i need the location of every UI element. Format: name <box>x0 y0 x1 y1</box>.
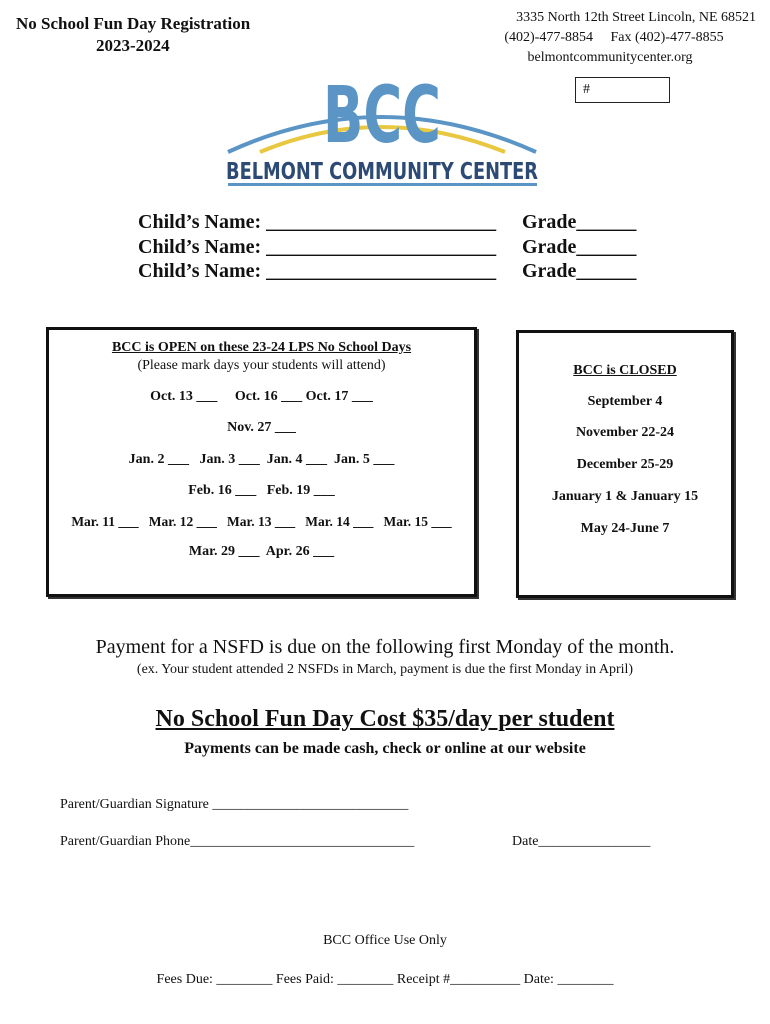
open-dates-row[interactable]: Feb. 16 ___ Feb. 19 ___ <box>188 483 335 498</box>
payment-due-text: Payment for a NSFD is due on the following first Monday of the month. <box>95 636 675 658</box>
closed-date: September 4 <box>587 394 663 409</box>
phone-field[interactable]: Parent/Guardian Phone________________________________ <box>60 834 415 849</box>
child-name-field[interactable]: Child’s Name: _______________________ <box>138 211 497 233</box>
date-field[interactable]: Date________________ <box>512 834 651 849</box>
closed-days-box <box>516 330 734 598</box>
cost-text: No School Fun Day Cost $35/day per student <box>155 706 615 732</box>
signature-field[interactable]: Parent/Guardian Signature ____________________________ <box>60 797 409 812</box>
closed-date: November 22-24 <box>575 425 675 440</box>
child-name-field[interactable]: Child’s Name: _______________________ <box>138 260 497 282</box>
payment-methods: Payments can be made cash, check or online at our website <box>184 740 586 757</box>
office-fees-line[interactable]: Fees Due: ________ Fees Paid: ________ Receipt #__________ Date: ________ <box>156 972 614 987</box>
bcc-logo <box>220 72 545 190</box>
logo-acronym: BCC <box>323 71 441 161</box>
logo-name: BELMONT COMMUNITY CENTER <box>226 159 539 185</box>
cost-heading <box>0 706 770 733</box>
address: 3335 North 12th Street Lincoln, NE 68521 <box>516 10 756 25</box>
payment-example-text: (ex. Your student attended 2 NSFDs in March, payment is due the first Monday in April) <box>136 662 634 677</box>
form-title: No School Fun Day Registration <box>16 14 251 33</box>
closed-date: May 24-June 7 <box>580 521 670 536</box>
number-label: # <box>583 82 590 97</box>
form-year: 2023-2024 <box>96 36 170 55</box>
open-dates-row[interactable]: Mar. 11 ___ Mar. 12 ___ Mar. 13 ___ Mar. 14 ___ Mar. 15 ___ <box>71 514 452 529</box>
website: belmontcommunitycenter.org <box>527 50 693 65</box>
open-dates-row[interactable]: Nov. 27 ___ <box>227 420 296 435</box>
open-days-subheading: (Please mark days your students will attend) <box>137 358 386 373</box>
open-days-heading: BCC is OPEN on these 23-24 LPS No School Days <box>111 340 412 355</box>
open-days-box <box>46 327 477 597</box>
grade-field[interactable]: Grade______ <box>522 260 637 282</box>
child-name-field[interactable]: Child’s Name: _______________________ <box>138 236 497 258</box>
closed-date: December 25-29 <box>576 457 674 472</box>
phone-fax: (402)-477-8854 Fax (402)-477-8855 <box>504 30 724 45</box>
closed-days-heading: BCC is CLOSED <box>573 363 677 378</box>
grade-field[interactable]: Grade______ <box>522 236 637 258</box>
grade-field[interactable]: Grade______ <box>522 211 637 233</box>
registration-number-box[interactable] <box>575 77 670 103</box>
open-dates-row[interactable]: Oct. 13 ___ Oct. 16 ___ Oct. 17 ___ <box>150 389 373 404</box>
open-dates-row[interactable]: Mar. 29 ___ Apr. 26 ___ <box>188 544 335 559</box>
closed-date: January 1 & January 15 <box>551 489 699 504</box>
office-use-heading: BCC Office Use Only <box>323 933 447 948</box>
open-dates-row[interactable]: Jan. 2 ___ Jan. 3 ___ Jan. 4 ___ Jan. 5 ___ <box>128 452 395 467</box>
